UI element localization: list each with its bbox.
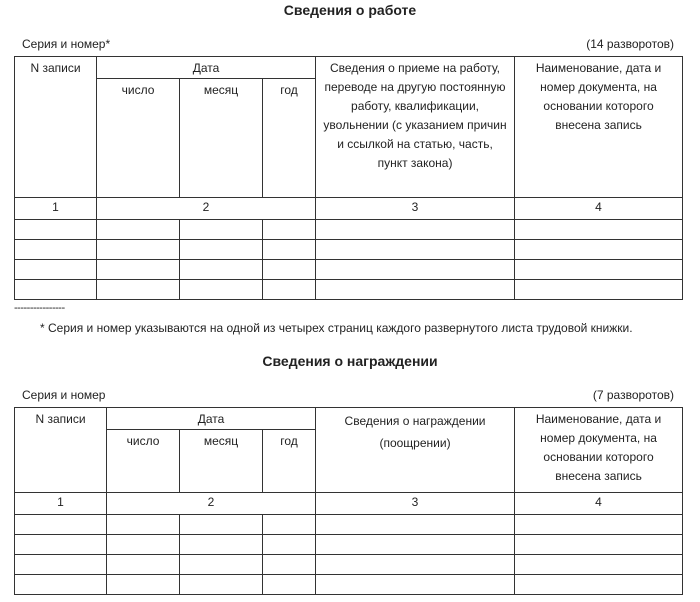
table-cell (107, 515, 180, 535)
work-header-date: Дата (97, 57, 316, 79)
table-cell (316, 280, 515, 300)
table-cell (263, 260, 316, 280)
work-col-number-4: 4 (515, 198, 683, 220)
work-header-year: год (263, 79, 316, 198)
footnote-separator: ---------------- (14, 302, 65, 314)
table-cell (515, 515, 683, 535)
work-table-row (15, 240, 683, 260)
award-header-info: Сведения о награждении (поощрении) (316, 408, 515, 493)
award-section-title: Сведения о награждении (262, 353, 438, 369)
table-cell (97, 260, 180, 280)
table-cell (180, 555, 263, 575)
work-col-number-3: 3 (316, 198, 515, 220)
award-table-row (15, 575, 683, 595)
table-cell (515, 240, 683, 260)
table-cell (97, 280, 180, 300)
work-spreads-note: (14 разворотов) (586, 37, 674, 51)
table-cell (316, 515, 515, 535)
award-col-number-4: 4 (515, 493, 683, 515)
table-cell (15, 240, 97, 260)
award-table (14, 407, 683, 595)
table-cell (180, 535, 263, 555)
table-cell (515, 280, 683, 300)
award-table-row (15, 535, 683, 555)
table-cell (263, 240, 316, 260)
award-col-number-1: 1 (15, 493, 107, 515)
table-cell (180, 280, 263, 300)
table-cell (515, 220, 683, 240)
work-header-n: N записи (15, 57, 97, 198)
table-cell (15, 575, 107, 595)
work-header-info: Сведения о приеме на работу, переводе на другую постоянную работу, квалификации, увольнении (с указанием причин и ссылкой на статью, часть, пункт закона) (316, 57, 515, 198)
table-cell (15, 280, 97, 300)
table-cell (515, 535, 683, 555)
work-section-title: Сведения о работе (283, 2, 417, 18)
table-cell (515, 260, 683, 280)
work-header-month: месяц (180, 79, 263, 198)
table-cell (515, 555, 683, 575)
award-header-month: месяц (180, 430, 263, 493)
table-cell (180, 575, 263, 595)
table-cell (316, 220, 515, 240)
table-cell (316, 240, 515, 260)
table-cell (180, 220, 263, 240)
table-cell (263, 280, 316, 300)
work-col-number-1: 1 (15, 198, 97, 220)
work-series-label: Серия и номер* (22, 37, 111, 51)
table-cell (107, 535, 180, 555)
table-cell (180, 260, 263, 280)
table-cell (316, 535, 515, 555)
table-cell (316, 555, 515, 575)
table-cell (15, 220, 97, 240)
award-col-number-2: 2 (107, 493, 316, 515)
award-col-number-3: 3 (316, 493, 515, 515)
table-cell (263, 515, 316, 535)
table-cell (180, 240, 263, 260)
award-header-n: N записи (15, 408, 107, 493)
table-cell (15, 260, 97, 280)
table-cell (15, 515, 107, 535)
table-cell (97, 240, 180, 260)
table-cell (97, 220, 180, 240)
work-table (14, 56, 683, 300)
table-cell (316, 260, 515, 280)
table-cell (180, 515, 263, 535)
table-cell (515, 575, 683, 595)
table-cell (263, 220, 316, 240)
award-header-doc: Наименование, дата и номер документа, на основании которого внесена запись (515, 408, 683, 493)
work-col-number-2: 2 (97, 198, 316, 220)
table-cell (107, 555, 180, 575)
award-header-date: Дата (107, 408, 316, 430)
table-cell (107, 575, 180, 595)
table-cell (263, 575, 316, 595)
footnote-text: * Серия и номер указываются на одной из четырех страниц каждого развернутого листа трудовой книжки. (40, 321, 633, 335)
award-spreads-note: (7 разворотов) (592, 388, 674, 402)
award-header-day: число (107, 430, 180, 493)
award-table-row (15, 515, 683, 535)
work-table-row (15, 260, 683, 280)
table-cell (15, 535, 107, 555)
table-cell (15, 555, 107, 575)
table-cell (263, 555, 316, 575)
table-cell (263, 535, 316, 555)
work-table-row (15, 280, 683, 300)
work-header-doc: Наименование, дата и номер документа, на основании которого внесена запись (515, 57, 683, 198)
work-table-row (15, 220, 683, 240)
work-header-day: число (97, 79, 180, 198)
award-header-year: год (263, 430, 316, 493)
table-cell (316, 575, 515, 595)
award-series-label: Серия и номер (22, 388, 106, 402)
award-table-row (15, 555, 683, 575)
